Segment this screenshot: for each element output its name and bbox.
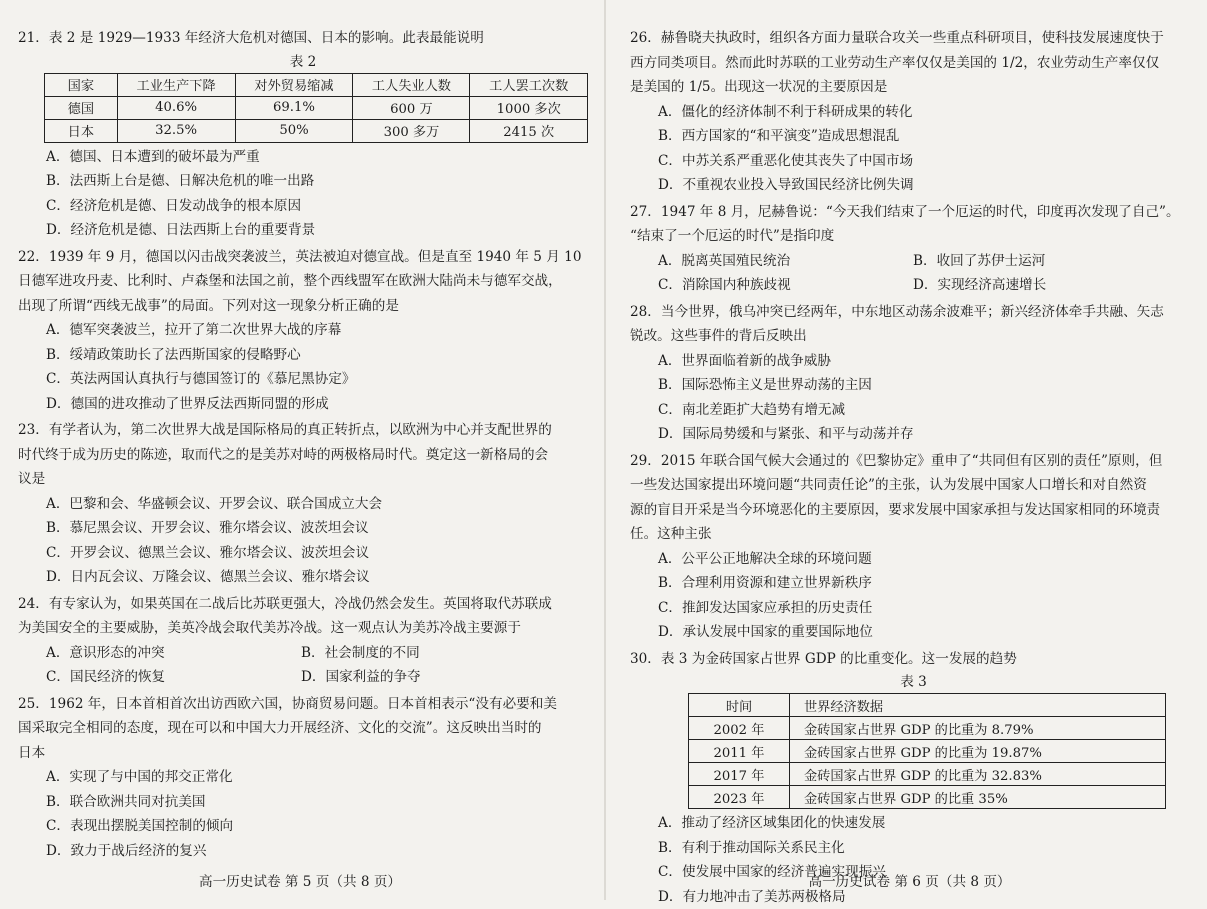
option-c: C．表现出摆脱美国控制的倾向 [18, 814, 588, 839]
option-c: C．使发展中国家的经济普遍实现振兴 [630, 860, 1197, 885]
option-d: D．实现经济高速增长 [913, 273, 1168, 298]
option-c: C．经济危机是德、日发动战争的根本原因 [18, 194, 588, 219]
table-cell: 40.6% [117, 96, 235, 119]
question-23 [18, 418, 588, 590]
table-cell: 1000 多次 [470, 96, 588, 119]
table-header-row [689, 694, 1166, 717]
table-header-cell: 时间 [689, 694, 790, 717]
exam-page-5 [0, 0, 600, 900]
table-2 [44, 73, 588, 143]
option-row [18, 665, 588, 690]
option-a: A．意识形态的冲突 [46, 641, 301, 666]
table-row [689, 717, 1166, 740]
table-cell: 300 多万 [353, 119, 470, 142]
option-b: B．绥靖政策助长了法西斯国家的侵略野心 [18, 343, 588, 368]
option-d: D．不重视农业投入导致国民经济比例失调 [630, 173, 1197, 198]
option-d: D．国际局势缓和与紧张、和平与动荡并存 [630, 422, 1197, 447]
question-stem-line: 时代终于成为历史的陈迹，取而代之的是美苏对峙的两极格局时代。奠定这一新格局的会 [18, 443, 588, 468]
question-stem-line: 是美国的 1/5。出现这一状况的主要原因是 [630, 75, 1197, 100]
question-stem-line: 西方同类项目。然而此时苏联的工业劳动生产率仅仅是美国的 1/2，农业劳动生产率仅仅 [630, 51, 1197, 76]
option-a: A．实现了与中国的邦交正常化 [18, 765, 588, 790]
option-b: B．有利于推动国际关系民主化 [630, 836, 1197, 861]
table-header-cell: 工人失业人数 [353, 73, 470, 96]
question-stem-line: 日本 [18, 741, 588, 766]
table-cell: 金砖国家占世界 GDP 的比重为 8.79% [790, 717, 1166, 740]
question-28 [630, 300, 1197, 447]
option-c: C．开罗会议、德黑兰会议、雅尔塔会议、波茨坦会议 [18, 541, 588, 566]
option-d: D．日内瓦会议、万隆会议、德黑兰会议、雅尔塔会议 [18, 565, 588, 590]
table-row [45, 119, 588, 142]
question-29 [630, 449, 1197, 645]
table-header-cell: 工人罢工次数 [470, 73, 588, 96]
option-b: B．法西斯上台是德、日解决危机的唯一出路 [18, 169, 588, 194]
question-stem-line: 23．有学者认为，第二次世界大战是国际格局的真正转折点，以欧洲为中心并支配世界的 [18, 418, 588, 443]
table-header-cell: 国家 [45, 73, 118, 96]
question-22 [18, 245, 588, 417]
question-stem-line: 22．1939 年 9 月，德国以闪击战突袭波兰，英法被迫对德宣战。但是直至 1940 年 5 月 10 [18, 245, 588, 270]
option-d: D．德国的进攻推动了世界反法西斯同盟的形成 [18, 392, 588, 417]
question-stem-line: 24．有专家认为，如果英国在二战后比苏联更强大，冷战仍然会发生。英国将取代苏联成 [18, 592, 588, 617]
option-d: D．承认发展中国家的重要国际地位 [630, 620, 1197, 645]
question-stem-line: 28．当今世界，俄乌冲突已经两年，中东地区动荡余波难平；新兴经济体牵手共融、矢志 [630, 300, 1197, 325]
question-stem-line: 源的盲目开采是当今环境恶化的主要原因，要求发展中国家承担与发达国家相同的环境责 [630, 498, 1197, 523]
table-caption: 表 3 [630, 671, 1197, 693]
option-c: C．南北差距扩大趋势有增无减 [630, 398, 1197, 423]
option-c: C．国民经济的恢复 [46, 665, 301, 690]
option-b: B．国际恐怖主义是世界动荡的主因 [630, 373, 1197, 398]
option-a: A．世界面临着新的战争威胁 [630, 349, 1197, 374]
question-26 [630, 26, 1197, 198]
table-cell: 600 万 [353, 96, 470, 119]
table-row [689, 786, 1166, 809]
table-row [689, 763, 1166, 786]
option-d: D．有力地冲击了美苏两极格局 [630, 885, 1197, 909]
question-25 [18, 692, 588, 864]
option-c: C．中苏关系严重恶化使其丧失了中国市场 [630, 149, 1197, 174]
option-a: A．推动了经济区域集团化的快速发展 [630, 811, 1197, 836]
question-30 [630, 647, 1197, 909]
option-d: D．经济危机是德、日法西斯上台的重要背景 [18, 218, 588, 243]
option-a: A．德军突袭波兰，拉开了第二次世界大战的序幕 [18, 318, 588, 343]
page-footer: 高一历史试卷 第 6 页（共 8 页） [612, 872, 1207, 892]
option-row [630, 273, 1197, 298]
table-cell: 2017 年 [689, 763, 790, 786]
question-stem-line: 为美国安全的主要威胁，美英冷战会取代美苏冷战。这一观点认为美苏冷战主要源于 [18, 616, 588, 641]
option-row [630, 249, 1197, 274]
option-c: C．英法两国认真执行与德国签订的《慕尼黑协定》 [18, 367, 588, 392]
option-b: B．联合欧洲共同对抗美国 [18, 790, 588, 815]
exam-page-6 [612, 0, 1207, 900]
table-cell: 32.5% [117, 119, 235, 142]
table-caption: 表 2 [18, 51, 588, 73]
table-header-cell: 世界经济数据 [790, 694, 1166, 717]
question-21 [18, 26, 588, 243]
option-b: B．社会制度的不同 [301, 641, 556, 666]
table-cell: 2415 次 [470, 119, 588, 142]
table-cell: 德国 [45, 96, 118, 119]
table-row [45, 96, 588, 119]
table-cell: 2011 年 [689, 740, 790, 763]
question-stem-line: 国采取完全相同的态度，现在可以和中国大力开展经济、文化的交流”。这反映出当时的 [18, 716, 588, 741]
question-stem-line: 29．2015 年联合国气候大会通过的《巴黎协定》重申了“共同但有区别的责任”原则，但 [630, 449, 1197, 474]
page-gutter [604, 0, 606, 900]
option-b: B．慕尼黑会议、开罗会议、雅尔塔会议、波茨坦会议 [18, 516, 588, 541]
option-d: D．致力于战后经济的复兴 [18, 839, 588, 864]
option-b: B．合理利用资源和建立世界新秩序 [630, 571, 1197, 596]
question-24 [18, 592, 588, 690]
question-27 [630, 200, 1197, 298]
option-d: D．国家利益的争夺 [301, 665, 556, 690]
table-row [689, 740, 1166, 763]
page-footer: 高一历史试卷 第 5 页（共 8 页） [0, 872, 600, 892]
question-stem-line: 议是 [18, 467, 588, 492]
table-cell: 金砖国家占世界 GDP 的比重 35% [790, 786, 1166, 809]
table-cell: 2002 年 [689, 717, 790, 740]
question-stem-line: 27．1947 年 8 月，尼赫鲁说：“今天我们结束了一个厄运的时代，印度再次发现了自己”。 [630, 200, 1197, 225]
option-b: B．收回了苏伊士运河 [913, 249, 1168, 274]
table-cell: 金砖国家占世界 GDP 的比重为 19.87% [790, 740, 1166, 763]
table-header-row [45, 73, 588, 96]
option-b: B．西方国家的“和平演变”造成思想混乱 [630, 124, 1197, 149]
option-a: A．公平公正地解决全球的环境问题 [630, 547, 1197, 572]
table-3 [688, 693, 1166, 809]
table-cell: 2023 年 [689, 786, 790, 809]
question-stem-line: “结束了一个厄运的时代”是指印度 [630, 224, 1197, 249]
table-cell: 金砖国家占世界 GDP 的比重为 32.83% [790, 763, 1166, 786]
option-c: C．消除国内种族歧视 [658, 273, 913, 298]
question-stem-line: 26．赫鲁晓夫执政时，组织各方面力量联合攻关一些重点科研项目，使科技发展速度快于 [630, 26, 1197, 51]
table-header-cell: 对外贸易缩减 [235, 73, 353, 96]
table-cell: 69.1% [235, 96, 353, 119]
question-stem-line: 日德军进攻丹麦、比利时、卢森堡和法国之前，整个西线盟军在欧洲大陆尚未与德军交战， [18, 269, 588, 294]
option-a: A．德国、日本遭到的破坏最为严重 [18, 145, 588, 170]
question-stem-line: 任。这种主张 [630, 522, 1197, 547]
question-stem-line: 25．1962 年，日本首相首次出访西欧六国，协商贸易问题。日本首相表示“没有必要和美 [18, 692, 588, 717]
table-cell: 日本 [45, 119, 118, 142]
table-cell: 50% [235, 119, 353, 142]
question-stem-line: 锐改。这些事件的背后反映出 [630, 324, 1197, 349]
question-stem: 30．表 3 为金砖国家占世界 GDP 的比重变化。这一发展的趋势 [630, 647, 1197, 672]
option-a: A．巴黎和会、华盛顿会议、开罗会议、联合国成立大会 [18, 492, 588, 517]
option-row [18, 641, 588, 666]
table-header-cell: 工业生产下降 [117, 73, 235, 96]
option-c: C．推卸发达国家应承担的历史责任 [630, 596, 1197, 621]
option-a: A．脱离英国殖民统治 [658, 249, 913, 274]
option-a: A．僵化的经济体制不利于科研成果的转化 [630, 100, 1197, 125]
question-stem-line: 一些发达国家提出环境问题“共同责任论”的主张，认为发展中国家人口增长和对自然资 [630, 473, 1197, 498]
question-stem: 21．表 2 是 1929—1933 年经济大危机对德国、日本的影响。此表最能说明 [18, 26, 588, 51]
question-stem-line: 出现了所谓“西线无战事”的局面。下列对这一现象分析正确的是 [18, 294, 588, 319]
